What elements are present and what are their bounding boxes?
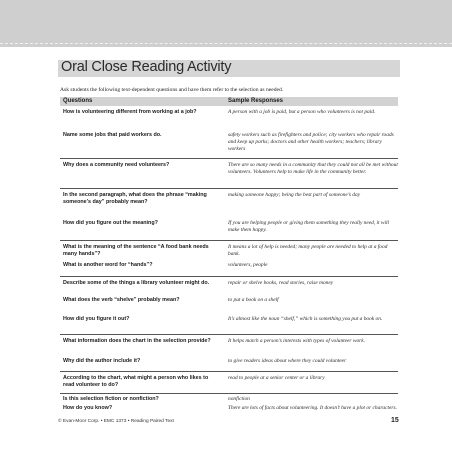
question: According to the chart, what might a person who likes to read volunteer to do?: [63, 375, 209, 388]
response: A person with a job is paid, but a person who volunteers is not paid.: [228, 109, 376, 115]
question: Name some jobs that paid workers do.: [63, 132, 162, 138]
question: Is this selection fiction or nonfiction?: [63, 396, 159, 402]
question: What is the meaning of the sentence “A food bank needs many hands”?: [63, 244, 209, 257]
response: safety workers such as firefighters and police; city workers who repair roads and keep up parks; doctors and other health workers; teachers; library workers: [228, 132, 394, 152]
dashed-rule: [0, 43, 452, 44]
response: making someone happy; being the best part of someone’s day: [228, 192, 361, 198]
question: In the second paragraph, what does the phrase “making someone’s day” probably mean?: [63, 192, 207, 205]
question: How is volunteering different from working at a job?: [63, 109, 197, 115]
response: It helps match a person’s interests with types of volunteer work.: [228, 338, 365, 344]
response: It’s almost like the noun “shelf,” which is something you put a book on.: [228, 316, 383, 322]
response: There are so many needs in a community that they could not all be met without volunteers. Volunteers help to make life in the community better.: [228, 162, 398, 175]
response: If you are helping people or giving them something they really need, it will make them happy.: [228, 220, 389, 233]
footer-credit: © Evan-Moor Corp. • EMC 1373 • Reading Paired Text: [58, 419, 174, 424]
page-number: 15: [391, 417, 399, 424]
response: to put a book on a shelf: [228, 297, 279, 303]
response: It means a lot of help is needed; many people are needed to help at a food bank.: [228, 244, 388, 257]
title-bar: [58, 60, 400, 77]
question: What does the verb “shelve” probably mean?: [63, 297, 180, 303]
question: How did you figure it out?: [63, 316, 130, 322]
question: Why did the author include it?: [63, 358, 141, 364]
question: What is another word for “hands”?: [63, 262, 153, 268]
response: volunteers, people: [228, 262, 268, 268]
header-questions: Questions: [63, 98, 93, 104]
response: nonfiction: [228, 396, 250, 402]
response: There are lots of facts about volunteering. It doesn’t have a plot or characters.: [228, 405, 397, 411]
table-row: [60, 158, 398, 188]
table-row: [60, 334, 398, 371]
question: How do you know?: [63, 405, 113, 411]
header-responses: Sample Responses: [228, 98, 284, 104]
page-title: Oral Close Reading Activity: [61, 59, 232, 75]
header-band: [0, 0, 452, 47]
question: How did you figure out the meaning?: [63, 220, 158, 226]
question: Describe some of the things a library volunteer might do.: [63, 280, 210, 286]
table-row: [60, 371, 398, 393]
response: repair or shelve books, read stories, raise money: [228, 280, 334, 286]
response: to give readers ideas about where they could volunteer: [228, 358, 347, 364]
intro-text: Ask students the following text-dependent questions and have them refer to the selection as needed.: [60, 87, 284, 93]
table-row: [60, 276, 398, 334]
table-header: [60, 97, 398, 106]
table-row: [60, 106, 398, 158]
question: Why does a community need volunteers?: [63, 162, 170, 168]
response: read to people at a senior center or a library: [228, 375, 325, 381]
table-row: [60, 240, 398, 276]
table-row: [60, 188, 398, 240]
question: What information does the chart in the selection provide?: [63, 338, 211, 344]
table-row: [60, 393, 398, 417]
